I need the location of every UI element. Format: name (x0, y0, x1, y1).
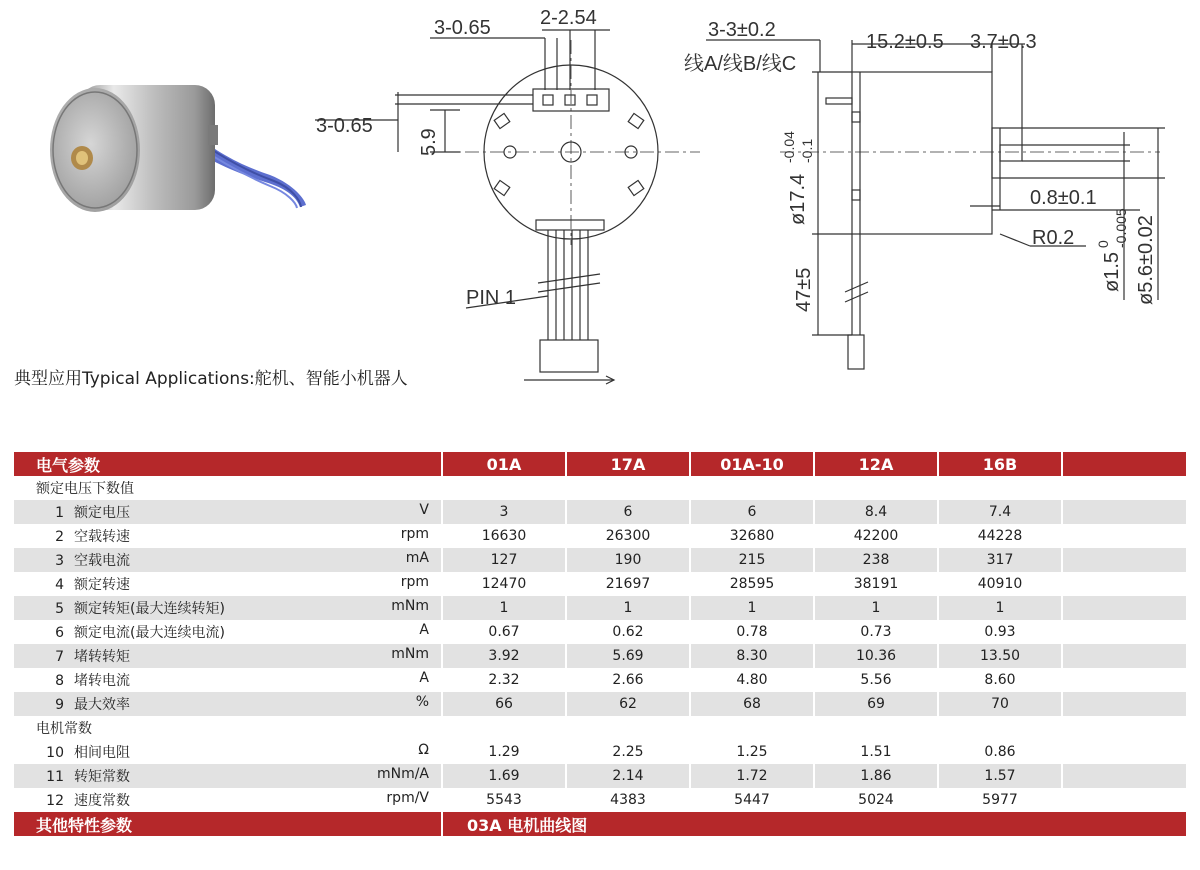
table-row (14, 644, 1186, 668)
row-unit: mNm (391, 598, 429, 614)
value-cell: 1.72 (690, 764, 814, 788)
row-name: 额定电流(最大连续电流) (74, 625, 225, 641)
value-cell: 4.80 (690, 668, 814, 692)
table-row (14, 692, 1186, 716)
value-cell: 1.57 (938, 764, 1062, 788)
dim-3-3: 3-3±0.2 (708, 19, 776, 41)
table-row (14, 524, 1186, 548)
row-name: 堵转转矩 (74, 649, 130, 665)
value-cell: 2.32 (442, 668, 566, 692)
value-cell: 38191 (814, 572, 938, 596)
pin-1-label: PIN 1 (466, 287, 517, 309)
row-number: 7 (55, 649, 64, 665)
value-cell: 1 (566, 596, 690, 620)
motor-photo (50, 85, 306, 212)
value-cell: 0.62 (566, 620, 690, 644)
table-row (14, 740, 1186, 764)
dim-15-2: 15.2±0.5 (866, 31, 944, 53)
front-view-labels (316, 7, 597, 309)
value-cell: 190 (566, 548, 690, 572)
dim-dia-1-5-tol-lower: -0.005 (1113, 208, 1129, 248)
value-cell: 12470 (442, 572, 566, 596)
row-number: 2 (55, 529, 64, 545)
table-row (14, 620, 1186, 644)
dim-dia-17-4-tol-upper: -0.04 (781, 131, 797, 163)
row-unit: rpm (400, 526, 429, 542)
empty-cell (1062, 692, 1186, 716)
dim-47: 47±5 (793, 267, 815, 312)
model-header: 01A (442, 452, 566, 476)
table-row (14, 668, 1186, 692)
row-name: 额定电压 (74, 505, 130, 521)
electrical-parameters-table (14, 452, 1186, 836)
footer-left: 其他特性参数 (14, 812, 442, 836)
row-unit: mA (405, 550, 429, 566)
row-label (14, 548, 442, 572)
row-unit: A (419, 622, 429, 638)
dim-3-065-top: 3-0.65 (434, 17, 491, 39)
value-cell: 0.67 (442, 620, 566, 644)
value-cell: 8.60 (938, 668, 1062, 692)
row-number: 9 (55, 697, 64, 713)
dim-r0-2: R0.2 (1032, 227, 1075, 249)
table-row (14, 788, 1186, 812)
empty-cell (1062, 644, 1186, 668)
value-cell: 28595 (690, 572, 814, 596)
drawing-svg (0, 0, 1200, 420)
value-cell: 44228 (938, 524, 1062, 548)
value-cell: 6 (690, 500, 814, 524)
row-name: 空载转速 (74, 529, 130, 545)
value-cell: 0.73 (814, 620, 938, 644)
value-cell: 317 (938, 548, 1062, 572)
value-cell: 1 (442, 596, 566, 620)
row-number: 10 (46, 745, 64, 761)
value-cell: 8.30 (690, 644, 814, 668)
value-cell: 42200 (814, 524, 938, 548)
model-header: 01A-10 (690, 452, 814, 476)
value-cell: 26300 (566, 524, 690, 548)
row-label (14, 740, 442, 764)
row-label (14, 692, 442, 716)
value-cell: 2.25 (566, 740, 690, 764)
row-number: 6 (55, 625, 64, 641)
row-name: 额定转矩(最大连续转矩) (74, 601, 225, 617)
value-cell: 0.86 (938, 740, 1062, 764)
footer-right: 03A 电机曲线图 (442, 812, 1186, 836)
row-label (14, 524, 442, 548)
table-row (14, 764, 1186, 788)
value-cell: 13.50 (938, 644, 1062, 668)
row-unit: V (419, 502, 429, 518)
value-cell: 3.92 (442, 644, 566, 668)
empty-header-cell (1062, 452, 1186, 476)
row-unit: Ω (418, 742, 429, 758)
row-number: 4 (55, 577, 64, 593)
value-cell: 5543 (442, 788, 566, 812)
row-unit: % (415, 694, 429, 710)
dim-5-9: 5.9 (418, 128, 440, 156)
row-label (14, 788, 442, 812)
value-cell: 6 (566, 500, 690, 524)
table-footer (14, 812, 1186, 836)
value-cell: 10.36 (814, 644, 938, 668)
empty-cell (1062, 764, 1186, 788)
value-cell: 5447 (690, 788, 814, 812)
front-view (315, 30, 700, 384)
value-cell: 1.25 (690, 740, 814, 764)
value-cell: 1.69 (442, 764, 566, 788)
empty-cell (1062, 500, 1186, 524)
value-cell: 5.56 (814, 668, 938, 692)
value-cell: 40910 (938, 572, 1062, 596)
empty-cell (1062, 548, 1186, 572)
value-cell: 70 (938, 692, 1062, 716)
row-unit: A (419, 670, 429, 686)
dim-3-065-left: 3-0.65 (316, 115, 373, 137)
dim-dia-1-5: ø1.5 (1101, 251, 1123, 292)
value-cell: 4383 (566, 788, 690, 812)
row-label (14, 644, 442, 668)
value-cell: 5977 (938, 788, 1062, 812)
row-label (14, 620, 442, 644)
dim-dia-17-4-tol-lower: -0.1 (799, 138, 815, 163)
technical-drawing (0, 0, 1200, 420)
dim-3-7: 3.7±0.3 (970, 31, 1037, 53)
value-cell: 215 (690, 548, 814, 572)
table-row (14, 596, 1186, 620)
empty-cell (1062, 740, 1186, 764)
row-unit: mNm (391, 646, 429, 662)
value-cell: 66 (442, 692, 566, 716)
row-name: 堵转电流 (74, 673, 130, 689)
value-cell: 68 (690, 692, 814, 716)
value-cell: 0.93 (938, 620, 1062, 644)
value-cell: 62 (566, 692, 690, 716)
empty-cell (1062, 620, 1186, 644)
row-label (14, 500, 442, 524)
value-cell: 1 (814, 596, 938, 620)
table-row (14, 572, 1186, 596)
empty-cell (1062, 596, 1186, 620)
row-name: 空载电流 (74, 553, 130, 569)
row-number: 5 (55, 601, 64, 617)
row-number: 11 (46, 769, 64, 785)
section-title-row (14, 476, 1186, 500)
value-cell: 1 (690, 596, 814, 620)
value-cell: 32680 (690, 524, 814, 548)
row-label (14, 668, 442, 692)
row-unit: rpm/V (386, 790, 429, 806)
row-unit: rpm (400, 574, 429, 590)
typical-applications: 典型应用Typical Applications:舵机、智能小机器人 (14, 369, 408, 389)
value-cell: 127 (442, 548, 566, 572)
row-label (14, 572, 442, 596)
dim-2-254: 2-2.54 (540, 7, 597, 29)
model-header: 16B (938, 452, 1062, 476)
value-cell: 0.78 (690, 620, 814, 644)
section-title-row (14, 716, 1186, 740)
header-label: 电气参数 (14, 452, 442, 476)
dim-dia-5-6: ø5.6±0.02 (1135, 215, 1157, 305)
row-number: 12 (46, 793, 64, 809)
row-name: 相间电阻 (74, 745, 130, 761)
row-name: 速度常数 (74, 793, 130, 809)
value-cell: 1.51 (814, 740, 938, 764)
value-cell: 69 (814, 692, 938, 716)
row-label (14, 764, 442, 788)
value-cell: 5024 (814, 788, 938, 812)
empty-cell (1062, 572, 1186, 596)
row-number: 3 (55, 553, 64, 569)
empty-cell (1062, 668, 1186, 692)
row-name: 最大效率 (74, 697, 130, 713)
row-name: 额定转速 (74, 577, 130, 593)
empty-cell (1062, 524, 1186, 548)
table-header (14, 452, 1186, 476)
row-unit: mNm/A (376, 766, 429, 782)
value-cell: 21697 (566, 572, 690, 596)
row-number: 8 (55, 673, 64, 689)
table-row (14, 548, 1186, 572)
dim-dia-17-4: ø17.4 (787, 173, 809, 225)
value-cell: 2.66 (566, 668, 690, 692)
model-header: 12A (814, 452, 938, 476)
value-cell: 8.4 (814, 500, 938, 524)
side-view-labels (684, 19, 1157, 312)
section-title: 电机常数 (14, 716, 1186, 740)
value-cell: 2.14 (566, 764, 690, 788)
value-cell: 238 (814, 548, 938, 572)
wires-label: 线A/线B/线C (684, 53, 797, 75)
model-header: 17A (566, 452, 690, 476)
value-cell: 3 (442, 500, 566, 524)
row-number: 1 (55, 505, 64, 521)
value-cell: 1 (938, 596, 1062, 620)
value-cell: 16630 (442, 524, 566, 548)
table-row (14, 500, 1186, 524)
dim-0-8: 0.8±0.1 (1030, 187, 1097, 209)
row-label (14, 596, 442, 620)
value-cell: 1.86 (814, 764, 938, 788)
row-name: 转矩常数 (74, 769, 130, 785)
dim-dia-1-5-tol-upper: 0 (1095, 240, 1111, 248)
section-title: 额定电压下数值 (14, 476, 1186, 500)
value-cell: 7.4 (938, 500, 1062, 524)
value-cell: 1.29 (442, 740, 566, 764)
empty-cell (1062, 788, 1186, 812)
value-cell: 5.69 (566, 644, 690, 668)
